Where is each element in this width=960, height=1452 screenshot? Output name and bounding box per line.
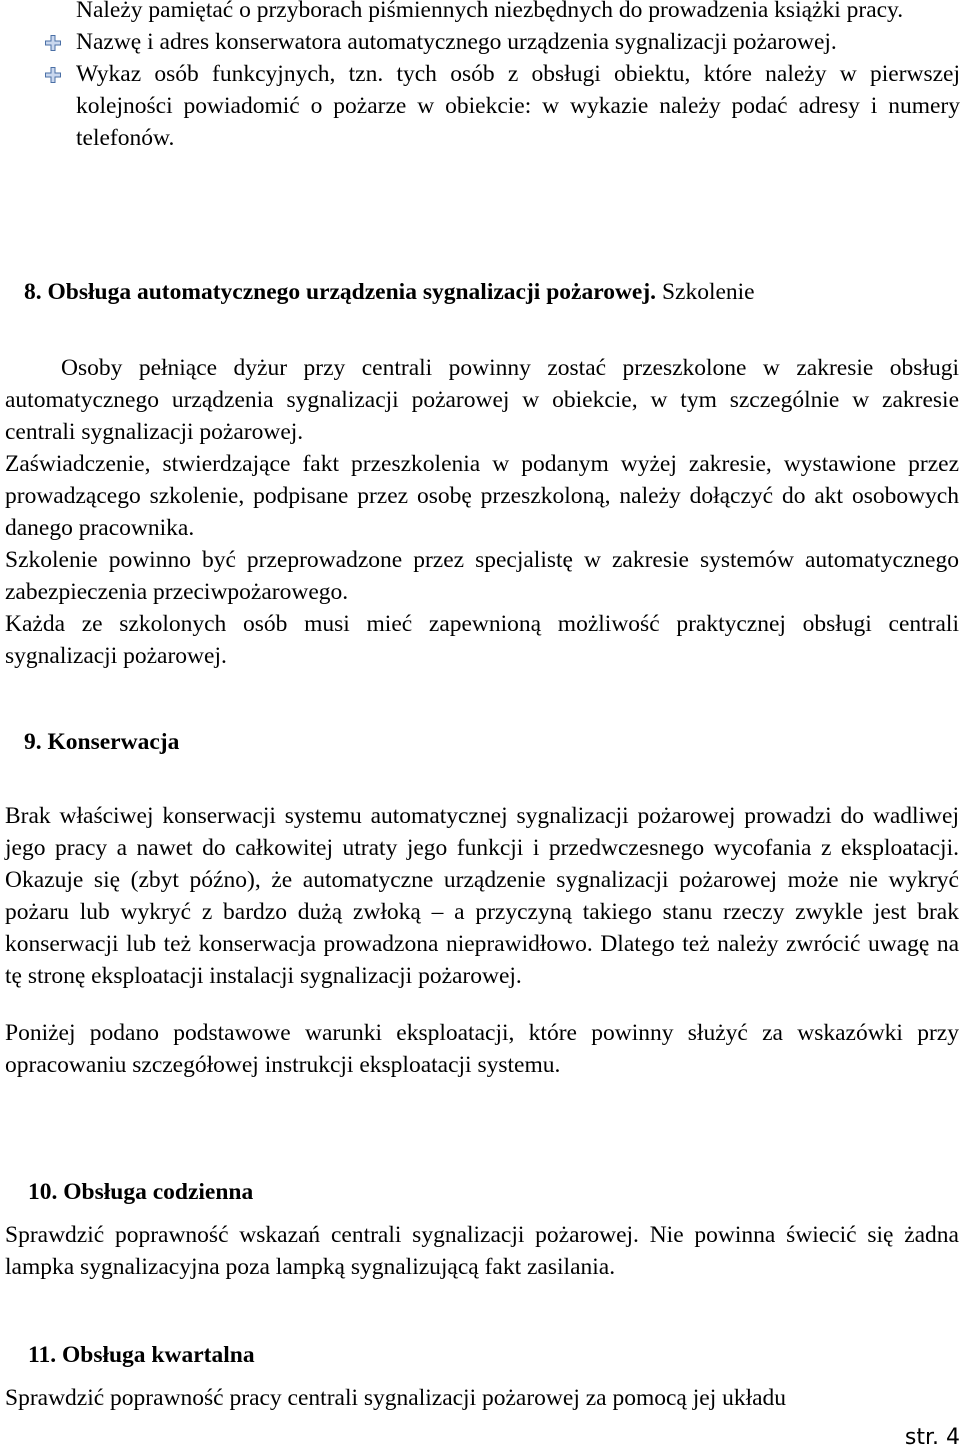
- cross-bullet-icon: [44, 34, 62, 52]
- paragraph: Każda ze szkolonych osób musi mieć zapewnioną możliwość praktycznej obsługi centrali sygnalizacji pożarowej.: [5, 611, 959, 669]
- section-number: 8.: [24, 279, 42, 305]
- paragraph: Poniżej podano podstawowe warunki eksploatacji, które powinny służyć za wskazówki przy opracowaniu szczegółowej instrukcji eksploatacji systemu.: [5, 1020, 959, 1078]
- section-11-heading: [28, 1339, 255, 1371]
- section-title: Konserwacja: [47, 729, 180, 755]
- section-number: 11.: [28, 1342, 57, 1368]
- bullet-list: [44, 0, 960, 154]
- paragraph: Szkolenie powinno być przeprowadzone przez specjalistę w zakresie systemów automatycznego zabezpieczenia przeciwpożarowego.: [5, 547, 959, 605]
- list-item: [44, 58, 960, 154]
- section-9-body: [5, 800, 959, 1081]
- section-title: Obsługa codzienna: [63, 1179, 254, 1205]
- page-number: str. 4: [904, 1425, 960, 1450]
- list-item: [44, 26, 960, 58]
- paragraph: Brak właściwej konserwacji systemu automatycznej sygnalizacji pożarowej prowadzi do wadliwej jego pracy a nawet do całkowitej utraty jego funkcji i przedwczesnego wycofania z eksploatacji. Okazuje się (zbyt późno), że automatyczne urządzenie sygnalizacji pożarowej może nie wykryć pożaru lub wykryć z bardzo dużą zwłoką – a przyczyną takiego stanu rzeczy zwykle jest brak konserwacji lub też konserwacja prowadzona nieprawidłowo. Dlatego też należy zwrócić uwagę na tę stronę eksploatacji instalacji sygnalizacji pożarowej.: [5, 803, 959, 989]
- section-number: 10.: [28, 1179, 58, 1205]
- list-item-text: Nazwę i adres konserwatora automatycznego urządzenia sygnalizacji pożarowej.: [76, 29, 837, 55]
- section-title-suffix: Szkolenie: [656, 279, 755, 305]
- section-9-heading: [24, 726, 179, 758]
- section-title: Obsługa automatycznego urządzenia sygnalizacji pożarowej.: [47, 279, 657, 305]
- bullet-continuation: Należy pamiętać o przyborach piśmiennych niezbędnych do prowadzenia książki pracy.: [76, 0, 904, 23]
- paragraph: Sprawdzić poprawność wskazań centrali sygnalizacji pożarowej. Nie powinna świecić się żadna lampka sygnalizacyjna poza lampką sygnalizującą fakt zasilania.: [5, 1222, 959, 1280]
- section-10-heading: [28, 1176, 253, 1208]
- paragraph: Osoby pełniące dyżur przy centrali powinny zostać przeszkolone w zakresie obsługi automatycznego urządzenia sygnalizacji pożarowej w obiekcie, w tym szczególnie w zakresie centrali sygnalizacji pożarowej.: [5, 355, 959, 445]
- paragraph: Sprawdzić poprawność pracy centrali sygnalizacji pożarowej za pomocą jej układu: [5, 1385, 787, 1411]
- section-title: Obsługa kwartalna: [61, 1342, 255, 1368]
- cross-bullet-icon: [44, 66, 62, 84]
- section-number: 9.: [24, 729, 42, 755]
- section-11-body: [5, 1382, 959, 1414]
- list-item-text: Wykaz osób funkcyjnych, tzn. tych osób z obsługi obiektu, które należy w pierwszej kolejności powiadomić o pożarze w obiekcie: w wykazie należy podać adresy i numery telefonów.: [76, 61, 960, 151]
- section-8-heading: [24, 276, 755, 308]
- paragraph: Zaświadczenie, stwierdzające fakt przeszkolenia w podanym wyżej zakresie, wystawione przez prowadzącego szkolenie, podpisane przez osobę przeszkoloną, należy dołączyć do akt osobowych danego pracownika.: [5, 451, 959, 541]
- section-10-body: [5, 1219, 959, 1283]
- section-8-body: [5, 352, 959, 672]
